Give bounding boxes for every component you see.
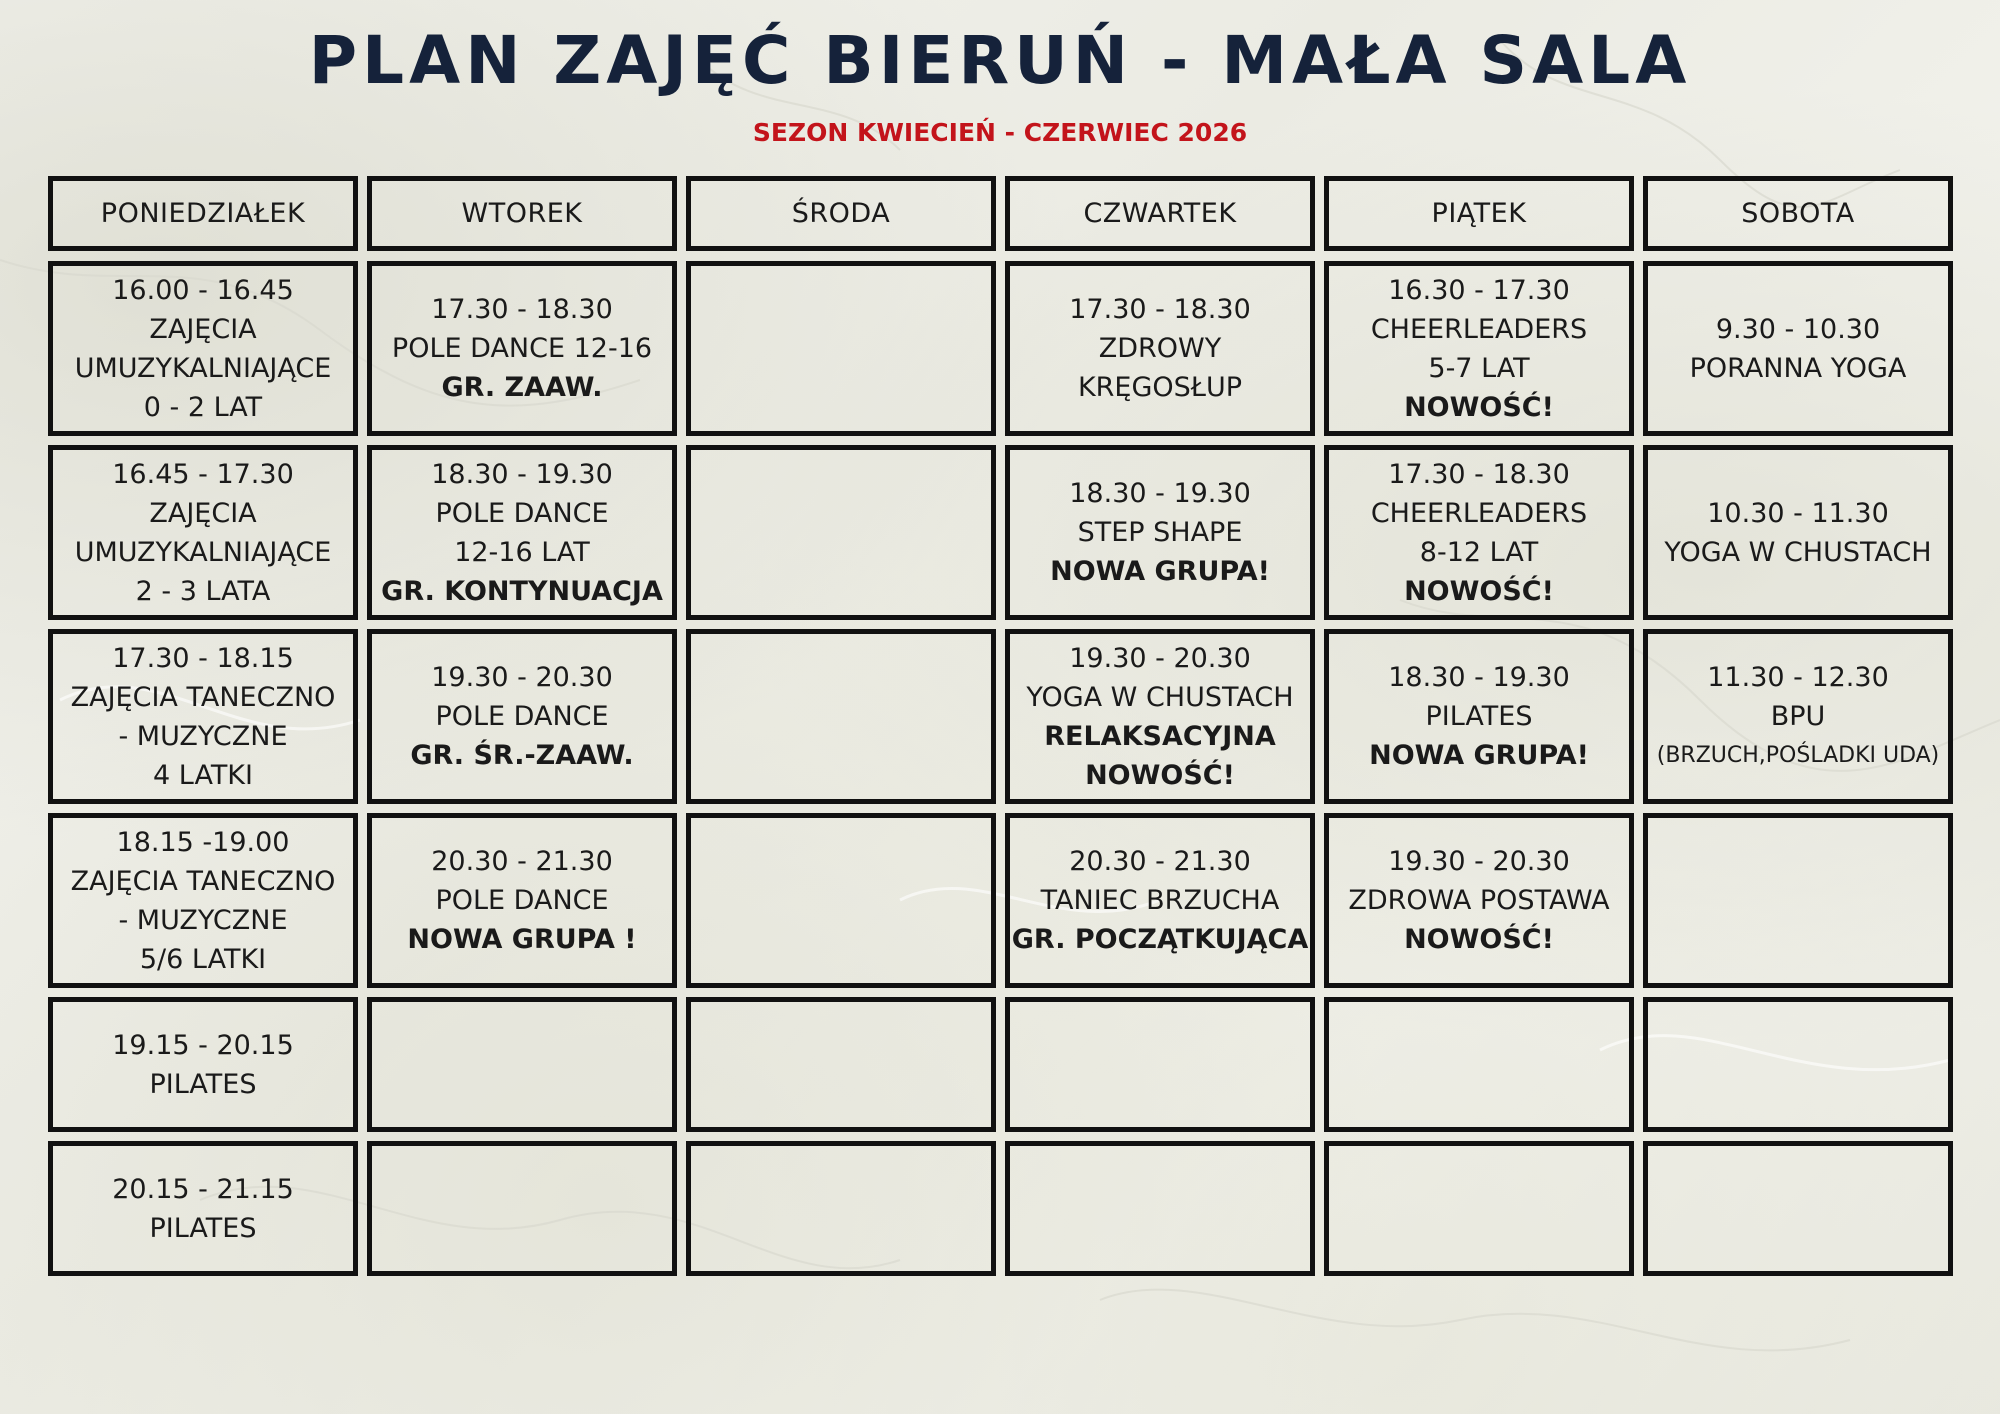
class-name: ZAJĘCIA TANECZNO xyxy=(70,681,336,713)
class-cell-r2-mon xyxy=(48,445,358,620)
new-badge: NOWA GRUPA! xyxy=(1050,556,1270,587)
class-group: GR. POCZĄTKUJĄCA xyxy=(1011,924,1309,955)
class-time: 20.30 - 21.30 xyxy=(1069,846,1251,877)
class-time: 18.30 - 19.30 xyxy=(431,458,613,490)
class-name: UMUZYKALNIAJĄCE xyxy=(74,352,332,384)
class-group: GR. ZAAW. xyxy=(441,372,603,403)
class-time: 17.30 - 18.30 xyxy=(1388,458,1570,490)
class-cell-r4-sat xyxy=(1643,813,1953,988)
day-header-friday: PIĄTEK xyxy=(1324,176,1634,251)
class-name: ZDROWY xyxy=(1098,333,1222,364)
class-cell-r1-wed xyxy=(686,261,996,436)
class-cell-r2-wed xyxy=(686,445,996,620)
new-badge: NOWOŚĆ! xyxy=(1404,924,1554,955)
class-name: - MUZYCZNE xyxy=(118,904,288,936)
page-title: PLAN ZAJĘĆ BIERUŃ - MAŁA SALA xyxy=(308,22,1692,99)
day-header-tuesday: WTOREK xyxy=(367,176,677,251)
class-age: 5/6 LATKI xyxy=(139,943,267,975)
class-cell-r6-sat xyxy=(1643,1141,1953,1276)
class-cell-r6-wed xyxy=(686,1141,996,1276)
new-badge: NOWA GRUPA! xyxy=(1369,740,1589,771)
class-cell-r4-tue xyxy=(367,813,677,988)
class-cell-r1-sat xyxy=(1643,261,1953,436)
class-name: ZDROWA POSTAWA xyxy=(1348,885,1610,916)
class-time: 20.15 - 21.15 xyxy=(112,1173,294,1205)
class-cell-r5-wed xyxy=(686,997,996,1132)
class-time: 17.30 - 18.30 xyxy=(1069,294,1251,325)
class-cell-r1-fri xyxy=(1324,261,1634,436)
class-name: POLE DANCE 12-16 xyxy=(391,333,653,364)
class-time: 19.30 - 20.30 xyxy=(1388,846,1570,877)
class-time: 9.30 - 10.30 xyxy=(1715,313,1881,345)
class-group: RELAKSACYJNA xyxy=(1044,720,1276,752)
class-time: 19.30 - 20.30 xyxy=(1069,642,1251,674)
day-header-saturday: SOBOTA xyxy=(1643,176,1953,251)
class-cell-r2-fri xyxy=(1324,445,1634,620)
class-time: 19.15 - 20.15 xyxy=(112,1029,294,1061)
class-cell-r3-tue xyxy=(367,629,677,804)
class-group: GR. ŚR.-ZAAW. xyxy=(410,740,634,771)
class-cell-r6-tue xyxy=(367,1141,677,1276)
class-cell-r5-fri xyxy=(1324,997,1634,1132)
new-badge: NOWOŚĆ! xyxy=(1404,575,1554,607)
class-cell-r1-mon xyxy=(48,261,358,436)
class-name: PILATES xyxy=(149,1068,257,1100)
day-header-wednesday: ŚRODA xyxy=(686,176,996,251)
class-cell-r1-thu xyxy=(1005,261,1315,436)
class-cell-r4-thu xyxy=(1005,813,1315,988)
class-name: - MUZYCZNE xyxy=(118,720,288,752)
class-time: 17.30 - 18.30 xyxy=(431,294,613,325)
class-description: (BRZUCH,POŚLADKI UDA) xyxy=(1656,743,1940,768)
class-name: STEP SHAPE xyxy=(1077,517,1243,548)
class-cell-r5-tue xyxy=(367,997,677,1132)
class-cell-r4-wed xyxy=(686,813,996,988)
class-name: TANIEC BRZUCHA xyxy=(1040,885,1280,916)
class-name: UMUZYKALNIAJĄCE xyxy=(74,536,332,568)
class-cell-r1-tue xyxy=(367,261,677,436)
class-time: 18.30 - 19.30 xyxy=(1388,662,1570,693)
class-name: ZAJĘCIA xyxy=(149,313,257,345)
class-cell-r4-mon xyxy=(48,813,358,988)
season-subtitle: SEZON KWIECIEŃ - CZERWIEC 2026 xyxy=(752,118,1248,147)
class-cell-r6-mon xyxy=(48,1141,358,1276)
class-cell-r5-mon xyxy=(48,997,358,1132)
new-badge: NOWA GRUPA ! xyxy=(407,924,637,955)
class-cell-r5-sat xyxy=(1643,997,1953,1132)
class-cell-r3-fri xyxy=(1324,629,1634,804)
class-cell-r2-thu xyxy=(1005,445,1315,620)
class-time: 20.30 - 21.30 xyxy=(431,846,613,877)
class-time: 17.30 - 18.15 xyxy=(112,642,294,674)
class-time: 16.45 - 17.30 xyxy=(112,458,294,490)
schedule-grid xyxy=(48,176,1953,1285)
class-name: POLE DANCE xyxy=(435,497,609,529)
class-cell-r6-thu xyxy=(1005,1141,1315,1276)
class-cell-r6-fri xyxy=(1324,1141,1634,1276)
new-badge: NOWOŚĆ! xyxy=(1404,391,1554,423)
class-time: 18.30 - 19.30 xyxy=(1069,478,1251,509)
class-time: 10.30 - 11.30 xyxy=(1707,497,1889,529)
new-badge: NOWOŚĆ! xyxy=(1085,759,1235,791)
class-time: 16.00 - 16.45 xyxy=(112,274,294,306)
class-group: GR. KONTYNUACJA xyxy=(381,575,663,607)
class-name: CHEERLEADERS xyxy=(1370,497,1588,529)
class-cell-r3-wed xyxy=(686,629,996,804)
class-name: BPU xyxy=(1770,701,1826,732)
class-cell-r3-thu xyxy=(1005,629,1315,804)
class-cell-r3-sat xyxy=(1643,629,1953,804)
class-age: 12-16 LAT xyxy=(454,536,590,568)
class-name: POLE DANCE xyxy=(435,701,609,732)
class-name: ZAJĘCIA TANECZNO xyxy=(70,865,336,897)
class-name: ZAJĘCIA xyxy=(149,497,257,529)
class-name: PILATES xyxy=(1425,701,1533,732)
class-cell-r2-tue xyxy=(367,445,677,620)
day-header-monday: PONIEDZIAŁEK xyxy=(48,176,358,251)
class-name: POLE DANCE xyxy=(435,885,609,916)
class-name: CHEERLEADERS xyxy=(1370,313,1588,345)
class-time: 11.30 - 12.30 xyxy=(1707,662,1889,693)
class-name: YOGA W CHUSTACH xyxy=(1664,536,1932,568)
class-name: PILATES xyxy=(149,1212,257,1244)
class-age: 4 LATKI xyxy=(153,759,253,791)
class-time: 19.30 - 20.30 xyxy=(431,662,613,693)
class-age: 5-7 LAT xyxy=(1428,352,1530,384)
class-cell-r2-sat xyxy=(1643,445,1953,620)
class-cell-r3-mon xyxy=(48,629,358,804)
class-time: 18.15 -19.00 xyxy=(116,826,290,858)
class-name: KRĘGOSŁUP xyxy=(1077,372,1243,403)
class-age: 8-12 LAT xyxy=(1419,536,1539,568)
class-cell-r4-fri xyxy=(1324,813,1634,988)
class-name: YOGA W CHUSTACH xyxy=(1026,681,1294,713)
class-age: 2 - 3 LATA xyxy=(135,575,271,607)
class-cell-r5-thu xyxy=(1005,997,1315,1132)
class-time: 16.30 - 17.30 xyxy=(1388,274,1570,306)
day-header-thursday: CZWARTEK xyxy=(1005,176,1315,251)
class-age: 0 - 2 LAT xyxy=(143,391,263,423)
class-name: PORANNA YOGA xyxy=(1689,352,1907,384)
